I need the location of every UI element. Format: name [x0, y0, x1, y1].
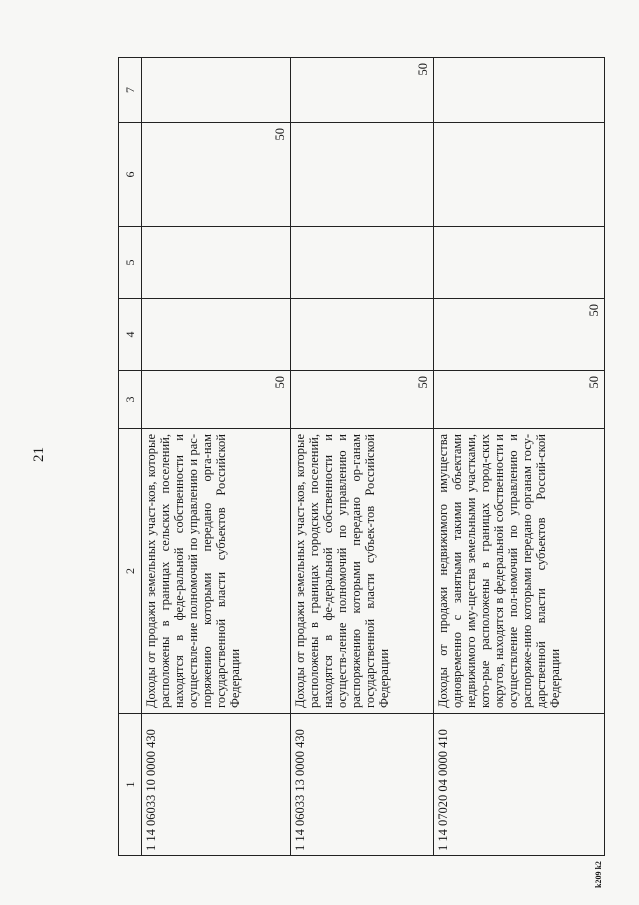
revenue-table: [118, 57, 605, 856]
revenue-code: 1 14 06033 13 0000 430: [291, 714, 434, 856]
revenue-description: Доходы от продажи недвижимого имущества одновременно с занятыми такими объектами недвижимого иму-щества земельными участками, кото-рые расположены в границах город-ских округов, находятся в федеральной собственности и осуществление пол-номочий по управлению и распоряже-нию которыми передано органам госу-дарственной власти субъектов Россий-ской Федерации: [434, 429, 605, 714]
revenue-code: 1 14 06033 10 0000 430: [142, 714, 291, 856]
value-col-5: [142, 227, 291, 299]
value-col-6: [434, 123, 605, 227]
value-col-6: 50: [142, 123, 291, 227]
header-col-6: 6: [119, 123, 142, 227]
value-col-7: [434, 58, 605, 123]
value-col-7: [142, 58, 291, 123]
revenue-code: 1 14 07020 04 0000 410: [434, 714, 605, 856]
rotated-table-container: [118, 58, 605, 856]
value-col-3: 50: [142, 371, 291, 429]
page-number: 21: [31, 447, 47, 462]
header-col-5: 5: [119, 227, 142, 299]
value-col-6: [291, 123, 434, 227]
value-col-4: [142, 299, 291, 371]
document-code: k209 k2: [594, 861, 603, 888]
value-col-7: 50: [291, 58, 434, 123]
value-col-4: 50: [434, 299, 605, 371]
value-col-4: [291, 299, 434, 371]
table-row: [142, 58, 291, 856]
revenue-description: Доходы от продажи земельных участ-ков, которые расположены в границах сельских поселений, находятся в феде-ральной собственности и осуществле-ние полномочий по управлению и рас-поряжению которыми передано орга-нам государственной власти субъектов Российской Федерации: [142, 429, 291, 714]
value-col-5: [291, 227, 434, 299]
value-col-3: 50: [291, 371, 434, 429]
header-col-3: 3: [119, 371, 142, 429]
value-col-5: [434, 227, 605, 299]
revenue-description: Доходы от продажи земельных участ-ков, которые расположены в границах городских поселений, находятся в фе-деральной собственности и осуществ-ление полномочий по управлению и распоряжению которыми передано ор-ганам государственной власти субъек-тов Российской Федерации: [291, 429, 434, 714]
header-row: [119, 58, 142, 856]
table-row: [291, 58, 434, 856]
header-col-4: 4: [119, 299, 142, 371]
header-col-1: 1: [119, 714, 142, 856]
header-col-7: 7: [119, 58, 142, 123]
table-row: [434, 58, 605, 856]
value-col-3: 50: [434, 371, 605, 429]
header-col-2: 2: [119, 429, 142, 714]
